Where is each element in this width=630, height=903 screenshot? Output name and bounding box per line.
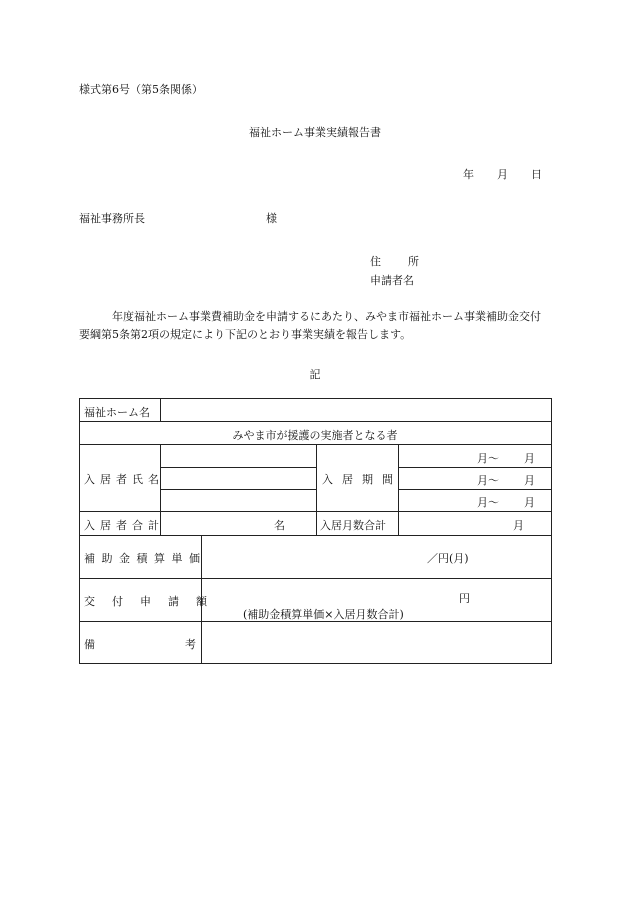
period-label: 入居期間: [322, 473, 402, 486]
body-paragraph: 年度福祉ホーム事業費補助金を申請するにあたり、みやま市福祉ホーム事業補助金交付要綱第5条第2項の規定により下記のとおり事業実績を報告します。: [79, 310, 541, 341]
period-row-2-to: 月: [524, 474, 535, 487]
resident-name-field-3[interactable]: [161, 490, 316, 511]
resident-total-label: 入居者合計: [84, 519, 164, 532]
months-total-label: 入居月数合計: [320, 519, 386, 532]
period-row-3-to: 月: [524, 496, 535, 509]
section-heading: みやま市が援護の実施者となる者: [232, 429, 398, 442]
form-number: 様式第6号（第5条関係）: [79, 83, 203, 96]
resident-name-field-1[interactable]: [161, 445, 316, 467]
period-row-1-from: 月～: [477, 452, 499, 465]
application-amount-note: (補助金積算単価×入居月数合計): [243, 608, 404, 621]
unit-price-label: 補助金積算単価: [84, 552, 207, 565]
application-amount-unit: 円: [459, 592, 470, 605]
home-name-label: 福祉ホーム名: [84, 406, 150, 419]
period-row-3-from: 月～: [477, 496, 499, 509]
resident-total-unit: 名: [274, 519, 285, 532]
addressee: 福祉事務所長: [79, 212, 145, 225]
months-total-unit: 月: [513, 519, 524, 532]
date-day: 日: [531, 168, 542, 181]
date-year: 年: [463, 168, 474, 181]
resident-name-label: 入居者氏名: [84, 473, 164, 486]
resident-name-field-2[interactable]: [161, 468, 316, 489]
home-name-field[interactable]: [161, 399, 551, 421]
period-row-1-to: 月: [524, 452, 535, 465]
address-label-char-1: 住: [370, 255, 382, 268]
applicant-label: 申請者名: [370, 274, 414, 287]
period-row-2-from: 月～: [477, 474, 499, 487]
unit-price-value: ／円(月): [427, 552, 469, 565]
date-month: 月: [497, 168, 508, 181]
honorific: 様: [266, 212, 277, 225]
remarks-field[interactable]: [202, 622, 551, 663]
document-title: 福祉ホーム事業実績報告書: [249, 126, 381, 139]
remarks-label-char-2: 考: [185, 638, 196, 651]
remarks-label-char-1: 備: [84, 638, 95, 651]
ki-heading: 記: [309, 368, 321, 381]
application-amount-label: 交付申請額: [84, 595, 224, 608]
address-label-char-2: 所: [408, 255, 420, 268]
